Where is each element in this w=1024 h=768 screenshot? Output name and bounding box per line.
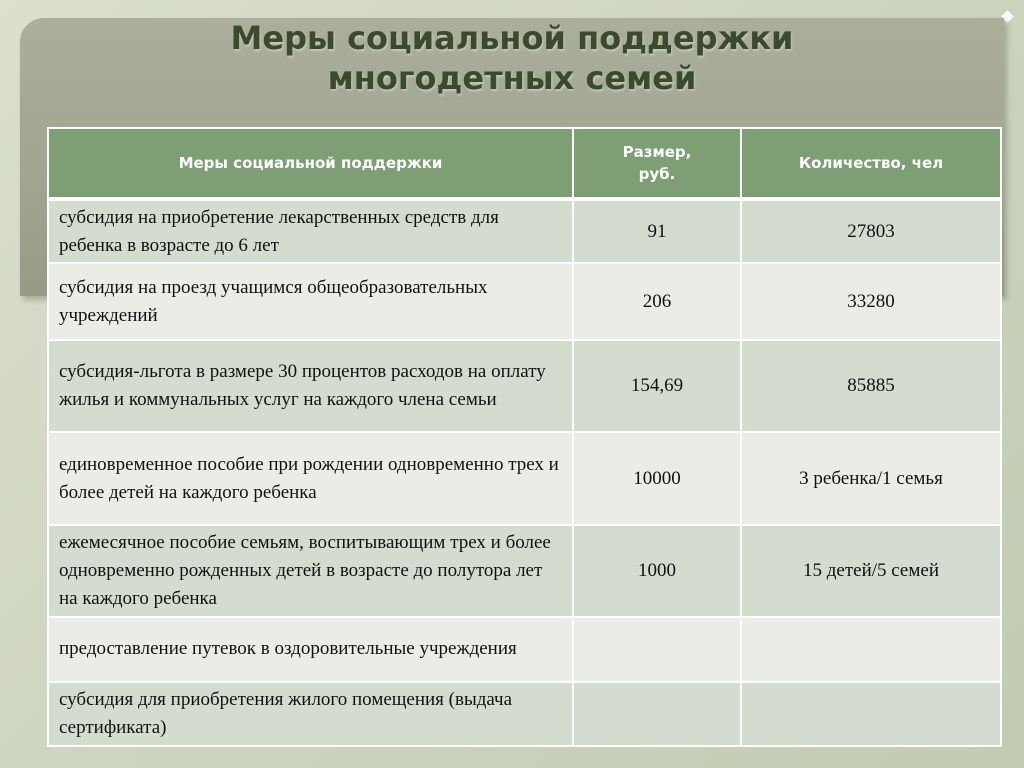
cell-count: 85885 — [741, 340, 1001, 433]
cell-size: 91 — [573, 199, 741, 263]
header-size: Размер, руб. — [573, 128, 741, 199]
header-measure: Меры социальной поддержки — [48, 128, 573, 199]
slide-title — [0, 18, 1024, 98]
cell-count: 27803 — [741, 199, 1001, 263]
cell-measure: предоставление путевок в оздоровительные учреждения — [48, 617, 573, 681]
support-measures-table — [47, 127, 1002, 747]
table-row — [48, 432, 1001, 525]
cell-count: 15 детей/5 семей — [741, 525, 1001, 618]
cell-measure: субсидия на приобретение лекарственных средств для ребенка в возрасте до 6 лет — [48, 199, 573, 263]
table-row — [48, 682, 1001, 746]
slide-title-line-1: Меры социальной поддержки — [230, 19, 794, 57]
table-row — [48, 525, 1001, 618]
cell-size: 10000 — [573, 432, 741, 525]
table-row — [48, 617, 1001, 681]
cell-count: 3 ребенка/1 семья — [741, 432, 1001, 525]
slide-title-line-2: многодетных семей — [327, 59, 697, 97]
cell-size — [573, 617, 741, 681]
cell-size: 1000 — [573, 525, 741, 618]
table-row — [48, 263, 1001, 339]
support-measures-table-container — [47, 127, 1000, 747]
table-header-row — [48, 128, 1001, 199]
cell-measure: субсидия на проезд учащимся общеобразовательных учреждений — [48, 263, 573, 339]
header-count: Количество, чел — [741, 128, 1001, 199]
cell-measure: единовременное пособие при рождении одновременно трех и более детей на каждого ребенка — [48, 432, 573, 525]
cell-count: 33280 — [741, 263, 1001, 339]
cell-count — [741, 682, 1001, 746]
cell-measure: субсидия для приобретения жилого помещения (выдача сертификата) — [48, 682, 573, 746]
cell-measure: субсидия-льгота в размере 30 процентов расходов на оплату жилья и коммунальных услуг на каждого члена семьи — [48, 340, 573, 433]
table-row — [48, 199, 1001, 263]
cell-count — [741, 617, 1001, 681]
cell-size — [573, 682, 741, 746]
table-row — [48, 340, 1001, 433]
cell-size: 206 — [573, 263, 741, 339]
cell-size: 154,69 — [573, 340, 741, 433]
cell-measure: ежемесячное пособие семьям, воспитывающим трех и более одновременно рожденных детей в возрасте до полутора лет на каждого ребенка — [48, 525, 573, 618]
